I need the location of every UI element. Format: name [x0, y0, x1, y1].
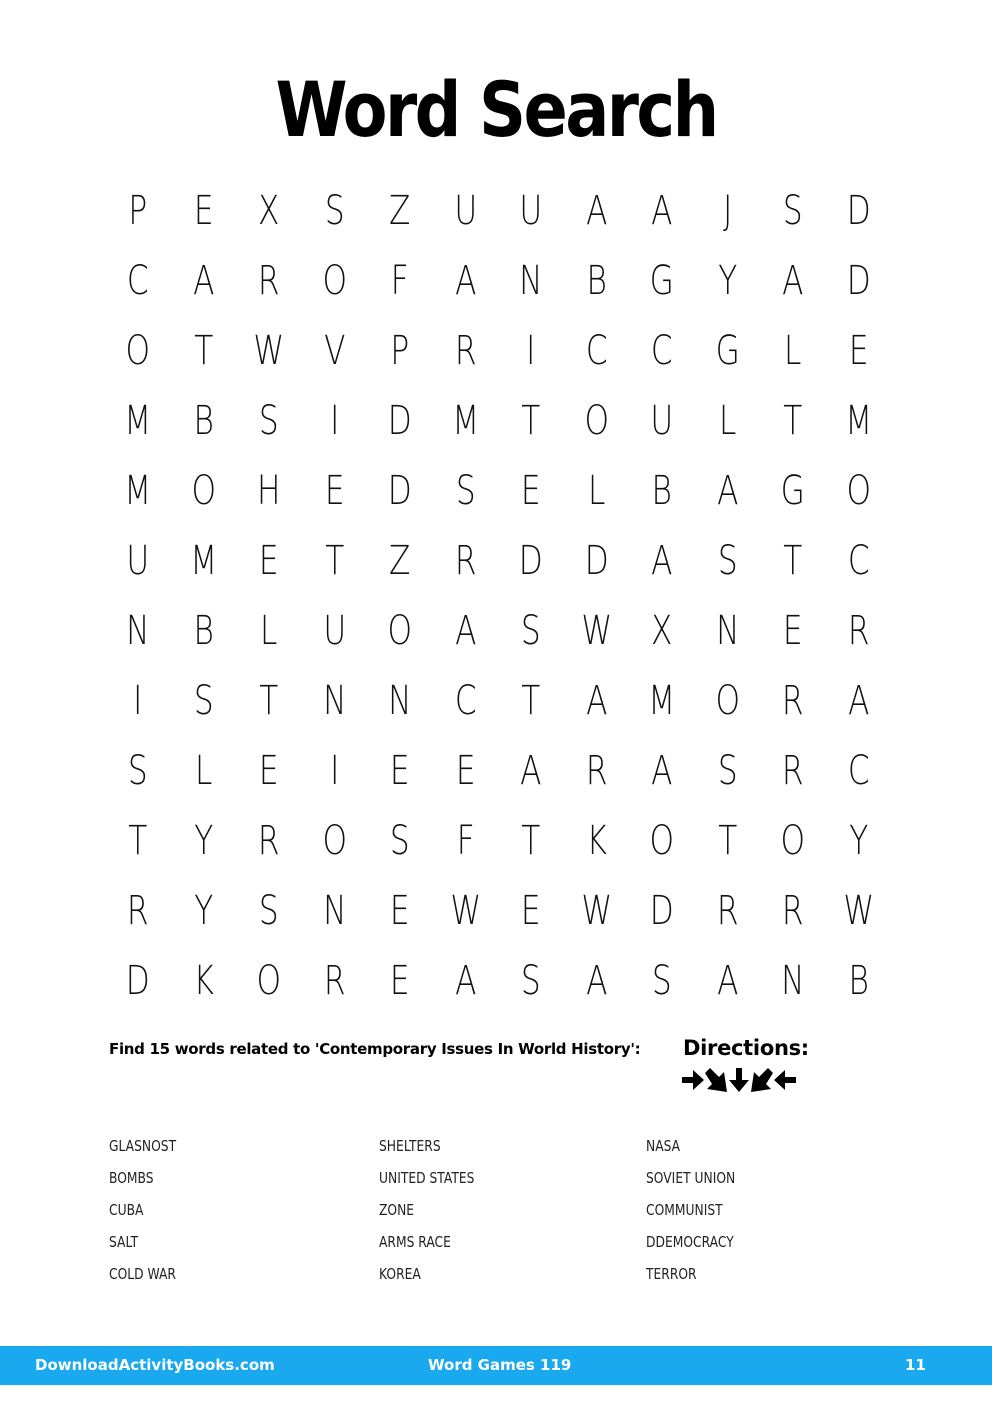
grid-cell: A	[651, 188, 673, 234]
grid-cell: S	[324, 188, 345, 234]
grid-cell: T	[324, 538, 344, 584]
word-item: COMMUNIST	[646, 1201, 723, 1219]
grid-cell: G	[780, 468, 805, 514]
grid-cell: R	[781, 748, 804, 794]
grid-cell: T	[783, 538, 803, 584]
grid-cell: T	[521, 818, 541, 864]
grid-cell: R	[781, 678, 804, 724]
grid-cell: K	[193, 958, 214, 1004]
grid-cell: B	[848, 958, 869, 1004]
grid-cell: N	[388, 678, 412, 724]
grid-cell: S	[717, 538, 738, 584]
grid-cell: S	[127, 748, 148, 794]
grid-cell: J	[722, 188, 732, 234]
grid-cell: D	[518, 538, 543, 584]
grid-cell: L	[194, 748, 212, 794]
grid-cell: A	[847, 678, 869, 724]
grid-cell: R	[847, 608, 870, 654]
footer-page-number: 11	[905, 1356, 926, 1374]
grid-cell: O	[190, 468, 216, 514]
grid-cell: T	[717, 818, 737, 864]
grid-cell: L	[718, 398, 736, 444]
grid-cell: O	[714, 678, 740, 724]
grid-cell: G	[649, 258, 674, 304]
word-item: ZONE	[379, 1201, 415, 1219]
grid-cell: T	[259, 678, 279, 724]
grid-cell: G	[715, 328, 740, 374]
grid-cell: D	[125, 958, 150, 1004]
grid-cell: I	[133, 678, 143, 724]
grid-cell: A	[585, 188, 607, 234]
word-item: COLD WAR	[109, 1265, 176, 1283]
grid-cell: R	[323, 958, 346, 1004]
grid-cell: M	[648, 678, 676, 724]
grid-cell: C	[585, 328, 608, 374]
grid-cell: U	[650, 398, 674, 444]
grid-cell: M	[451, 398, 479, 444]
word-item: ARMS RACE	[379, 1233, 451, 1251]
grid-cell: A	[651, 748, 673, 794]
grid-cell: D	[584, 538, 609, 584]
arrow-down-right-icon	[705, 1068, 727, 1092]
word-list-column-1	[109, 1135, 191, 1295]
grid-cell: I	[329, 398, 339, 444]
grid-cell: A	[651, 538, 673, 584]
grid-cell: O	[387, 608, 413, 654]
grid-cell: R	[585, 748, 608, 794]
grid-cell: A	[520, 748, 542, 794]
grid-cell: O	[321, 818, 347, 864]
grid-cell: V	[323, 328, 345, 374]
grid-cell: C	[126, 258, 149, 304]
grid-cell: A	[716, 468, 738, 514]
grid-cell: M	[124, 398, 152, 444]
word-item: SALT	[109, 1233, 139, 1251]
grid-cell: D	[649, 888, 674, 934]
grid-cell: A	[454, 258, 476, 304]
grid-cell: A	[192, 258, 214, 304]
grid-cell: S	[389, 818, 410, 864]
grid-cell: S	[455, 468, 476, 514]
grid-cell: H	[257, 468, 281, 514]
grid-cell: R	[257, 258, 280, 304]
grid-cell: Z	[389, 538, 411, 584]
footer-site-link[interactable]: DownloadActivityBooks.com	[35, 1356, 275, 1374]
grid-cell: N	[519, 258, 543, 304]
grid-cell: X	[651, 608, 673, 654]
grid-cell: A	[585, 958, 607, 1004]
grid-cell: U	[453, 188, 477, 234]
grid-cell: M	[189, 538, 217, 584]
grid-cell: N	[322, 678, 346, 724]
word-item: UNITED STATES	[379, 1169, 475, 1187]
grid-cell: E	[389, 748, 410, 794]
grid-cell: S	[782, 188, 803, 234]
word-list-column-3	[646, 1135, 755, 1295]
grid-cell: U	[322, 608, 346, 654]
word-item: BOMBS	[109, 1169, 154, 1187]
grid-cell: E	[520, 888, 541, 934]
footer-book-title: Word Games 119	[428, 1356, 572, 1374]
grid-cell: Y	[717, 258, 737, 304]
grid-cell: B	[193, 398, 214, 444]
grid-cell: O	[321, 258, 347, 304]
grid-cell: R	[126, 888, 149, 934]
grid-cell: W	[842, 888, 874, 934]
grid-cell: A	[585, 678, 607, 724]
word-item: GLASNOST	[109, 1137, 177, 1155]
grid-cell: O	[256, 958, 282, 1004]
grid-cell: T	[521, 398, 541, 444]
arrow-left-icon	[774, 1068, 796, 1092]
grid-cell: S	[717, 748, 738, 794]
arrow-right-icon	[682, 1068, 704, 1092]
grid-cell: R	[454, 538, 477, 584]
grid-cell: S	[258, 398, 279, 444]
grid-cell: N	[322, 888, 346, 934]
word-item: TERROR	[646, 1265, 697, 1283]
word-item: SHELTERS	[379, 1137, 441, 1155]
grid-cell: R	[257, 818, 280, 864]
grid-cell: L	[587, 468, 605, 514]
grid-cell: E	[782, 608, 803, 654]
grid-cell: I	[526, 328, 536, 374]
grid-cell: O	[649, 818, 675, 864]
word-item: DDEMOCRACY	[646, 1233, 734, 1251]
grid-cell: A	[454, 958, 476, 1004]
grid-cell: Y	[193, 818, 213, 864]
word-item: SOVIET UNION	[646, 1169, 736, 1187]
grid-cell: B	[193, 608, 214, 654]
grid-cell: S	[651, 958, 672, 1004]
grid-cell: U	[126, 538, 150, 584]
grid-cell: E	[848, 328, 869, 374]
grid-cell: T	[783, 398, 803, 444]
grid-cell: X	[258, 188, 280, 234]
grid-cell: L	[784, 328, 802, 374]
grid-cell: S	[193, 678, 214, 724]
grid-cell: Y	[848, 818, 868, 864]
grid-cell: E	[324, 468, 345, 514]
grid-cell: T	[128, 818, 148, 864]
grid-cell: E	[193, 188, 214, 234]
instruction-text: Find 15 words related to 'Contemporary Issues In World History':	[109, 1040, 641, 1058]
grid-cell: I	[329, 748, 339, 794]
grid-cell: W	[580, 608, 612, 654]
word-item: CUBA	[109, 1201, 144, 1219]
grid-cell: M	[844, 398, 872, 444]
grid-cell: A	[782, 258, 804, 304]
grid-cell: E	[389, 958, 410, 1004]
grid-cell: W	[580, 888, 612, 934]
grid-cell: W	[253, 328, 285, 374]
grid-cell: E	[455, 748, 476, 794]
grid-cell: R	[781, 888, 804, 934]
grid-cell: C	[847, 538, 870, 584]
grid-cell: F	[456, 818, 475, 864]
arrow-down-left-icon	[751, 1068, 773, 1092]
grid-cell: T	[521, 678, 541, 724]
grid-cell: F	[390, 258, 409, 304]
grid-cell: R	[716, 888, 739, 934]
grid-cell: O	[125, 328, 151, 374]
page-title: Word Search	[275, 65, 717, 154]
arrow-down-icon	[728, 1068, 750, 1092]
grid-cell: S	[258, 888, 279, 934]
grid-cell: P	[128, 188, 148, 234]
grid-cell: M	[124, 468, 152, 514]
grid-cell: A	[716, 958, 738, 1004]
grid-cell: W	[449, 888, 481, 934]
footer-bar	[0, 1346, 992, 1385]
grid-cell: N	[781, 958, 805, 1004]
grid-cell: P	[390, 328, 410, 374]
grid-cell: A	[454, 608, 476, 654]
word-list-column-2	[379, 1135, 495, 1295]
grid-cell: T	[193, 328, 213, 374]
grid-cell: O	[845, 468, 871, 514]
grid-cell: S	[520, 958, 541, 1004]
grid-cell: O	[583, 398, 609, 444]
grid-cell: R	[454, 328, 477, 374]
grid-cell: D	[846, 188, 871, 234]
word-item: KOREA	[379, 1265, 421, 1283]
grid-cell: D	[846, 258, 871, 304]
grid-cell: C	[847, 748, 870, 794]
grid-cell: E	[258, 538, 279, 584]
word-item: NASA	[646, 1137, 681, 1155]
directions-label: Directions:	[683, 1036, 809, 1060]
grid-cell: D	[387, 398, 412, 444]
grid-cell: S	[520, 608, 541, 654]
grid-cell: E	[258, 748, 279, 794]
grid-cell: K	[586, 818, 607, 864]
grid-cell: C	[650, 328, 673, 374]
grid-cell: B	[651, 468, 672, 514]
grid-cell: N	[126, 608, 150, 654]
grid-cell: C	[454, 678, 477, 724]
grid-cell: N	[715, 608, 739, 654]
grid-cell: Y	[193, 888, 213, 934]
grid-cell: U	[519, 188, 543, 234]
letter-grid	[105, 176, 891, 1016]
grid-cell: B	[586, 258, 607, 304]
grid-cell: L	[260, 608, 278, 654]
grid-cell: E	[520, 468, 541, 514]
grid-cell: D	[387, 468, 412, 514]
directions-icons	[682, 1068, 796, 1092]
grid-cell: O	[780, 818, 806, 864]
grid-cell: E	[389, 888, 410, 934]
grid-cell: Z	[389, 188, 411, 234]
